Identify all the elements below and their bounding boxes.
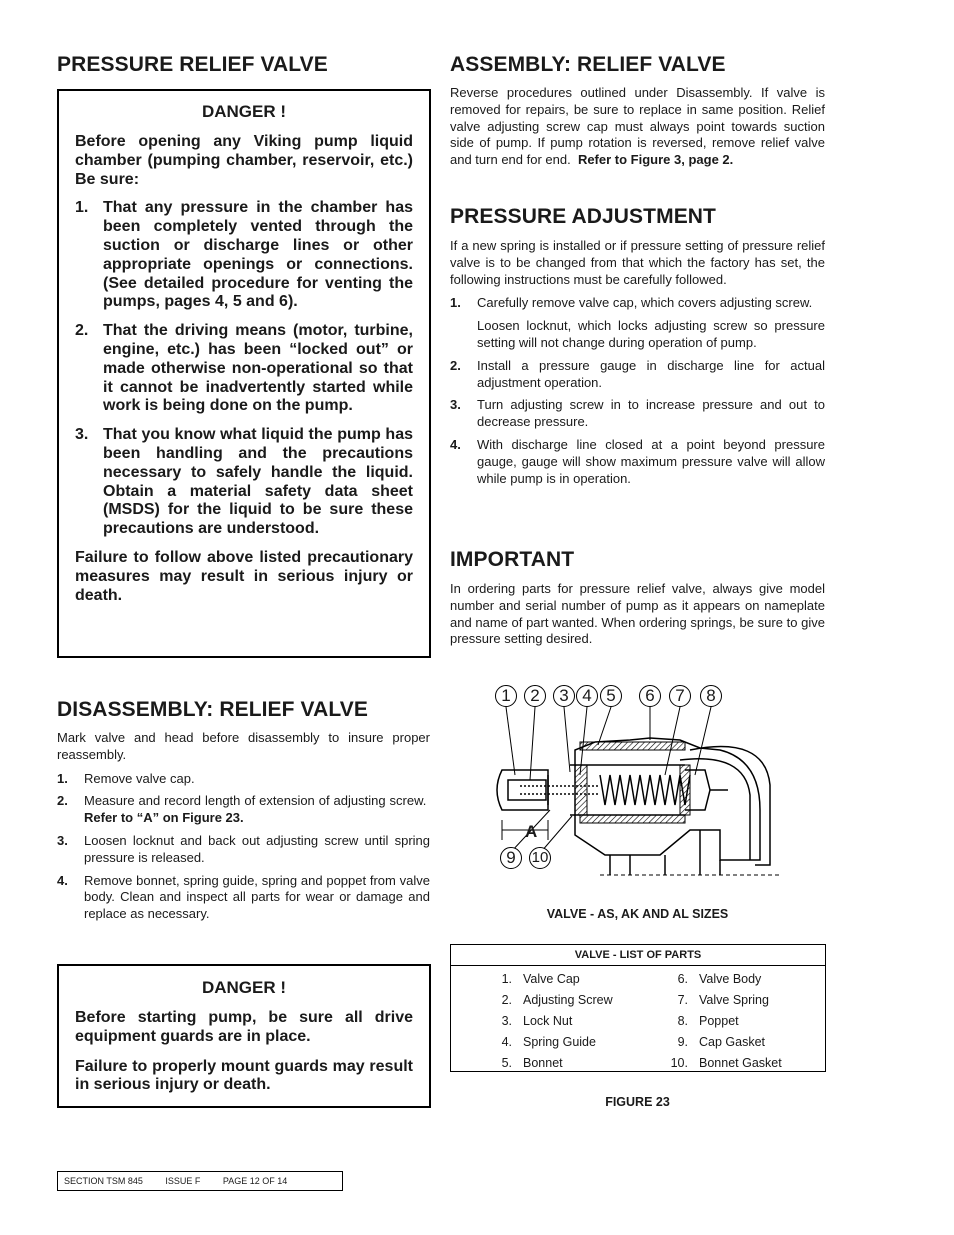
pressure-step <box>450 397 825 431</box>
part-name: Valve Body <box>699 971 762 986</box>
disassembly-steps <box>57 771 430 923</box>
step-number: 1. <box>450 295 461 311</box>
important-text: In ordering parts for pressure relief valve, always give model number and serial number of pump as it appears on nameplate and name of part wanted. When ordering springs, be sure to give pressure setting desired. <box>450 581 825 647</box>
danger-guards-closing: Failure to properly mount guards may result in serious injury or death. <box>75 1057 413 1094</box>
pressure-steps <box>450 295 825 487</box>
part-number: 3. <box>501 1013 512 1028</box>
step-text: Carefully remove valve cap, which covers adjusting screw. <box>477 295 813 311</box>
callout-10: 10 <box>529 847 551 869</box>
callout-3: 3 <box>553 685 575 707</box>
assembly-body: Reverse procedures outlined under Disassembly. If valve is removed for repairs, be sure to replace in same position. Relief valve adjusting screw cap must always point towards suction side of pump. If pump rotation is reversed, remove relief valve and turn end for end. <box>450 85 825 168</box>
disassembly-heading: DISASSEMBLY: RELIEF VALVE <box>57 698 368 721</box>
table-row <box>451 1052 825 1073</box>
part-number: 10. <box>670 1055 688 1070</box>
disassembly-intro: Mark valve and head before disassembly to insure proper reassembly. <box>57 730 430 762</box>
figure-label: FIGURE 23 <box>605 1095 670 1109</box>
page-footer <box>57 1171 343 1191</box>
danger-box-guards <box>57 964 431 1108</box>
assembly-text <box>450 85 825 169</box>
parts-table <box>451 968 825 1073</box>
danger-box-venting <box>57 89 431 658</box>
pressure-step <box>450 358 825 392</box>
part-number: 6. <box>677 971 688 986</box>
assembly-heading: ASSEMBLY: RELIEF VALVE <box>450 53 726 76</box>
step-text: Install a pressure gauge in discharge line for actual adjustment operation. <box>477 357 825 390</box>
part-number: 4. <box>501 1034 512 1049</box>
important-heading: IMPORTANT <box>450 548 575 571</box>
step-text: Remove valve cap. <box>84 770 195 786</box>
disassembly-step <box>57 833 430 867</box>
danger-list <box>75 199 413 539</box>
part-name: Poppet <box>699 1013 739 1028</box>
step-number: 3. <box>57 832 68 848</box>
part-name: Cap Gasket <box>699 1034 766 1049</box>
figure-caption: VALVE - AS, AK AND AL SIZES <box>546 907 729 921</box>
part-name: Valve Cap <box>523 971 580 986</box>
pressure-intro: If a new spring is installed or if pressure setting of pressure relief valve is to be changed from that which the factory has set, the following instructions must be carefully followed. <box>450 238 825 287</box>
step-number: 2. <box>57 793 68 809</box>
part-name: Valve Spring <box>699 992 769 1007</box>
disassembly-step <box>57 793 430 827</box>
step-number: 3. <box>450 397 461 413</box>
callout-2: 2 <box>524 685 546 707</box>
part-number: 9. <box>677 1034 688 1049</box>
dimension-a-label: A <box>525 822 538 841</box>
figure-reference: Refer to Figure 3, page 2. <box>577 152 734 168</box>
item-number: 2. <box>75 322 89 340</box>
pressure-adjustment-section <box>450 238 825 493</box>
step-text: Loosen locknut and back out adjusting screw until spring pressure is released. <box>84 832 430 865</box>
part-name: Bonnet <box>523 1055 563 1070</box>
step-text: Remove bonnet, spring guide, spring and poppet from valve body. Clean and inspect all parts for wear or damage and replace as necessary. <box>84 872 430 922</box>
parts-list-table <box>450 944 826 1072</box>
item-text: That any pressure in the chamber has been completely vented through the suction or discharge lines or other appropriate openings or connections. (See detailed procedure for venting the pumps, pages 4, 5 and 6). <box>103 199 413 311</box>
table-row <box>451 968 825 989</box>
part-number: 8. <box>677 1013 688 1028</box>
step-text: With discharge line closed at a point beyond pressure gauge, gauge will show maximum pressure valve will allow while pump is in operation. <box>477 436 825 486</box>
danger-title: DANGER ! <box>201 102 287 121</box>
callout-7: 7 <box>669 685 691 707</box>
step-text: Measure and record length of extension of adjusting screw. <box>84 793 427 809</box>
danger-intro: Before opening any Viking pump liquid chamber (pumping chamber, reservoir, etc.) Be sure: <box>75 133 413 188</box>
disassembly-section <box>57 730 430 929</box>
disassembly-step <box>57 771 430 788</box>
danger-title: DANGER ! <box>201 978 287 997</box>
pressure-step <box>450 295 825 351</box>
pressure-step <box>450 437 825 487</box>
figure-reference: Refer to “A” on Figure 23. <box>84 810 244 826</box>
step-number: 1. <box>57 770 68 786</box>
callout-8: 8 <box>700 685 722 707</box>
step-number: 4. <box>450 436 461 452</box>
parts-list-title: VALVE - LIST OF PARTS <box>451 945 825 966</box>
danger-list-item <box>75 199 413 312</box>
callout-6: 6 <box>639 685 661 707</box>
pressure-relief-valve-heading: PRESSURE RELIEF VALVE <box>57 53 328 76</box>
footer-section: SECTION TSM 845 <box>64 1176 143 1186</box>
callout-1: 1 <box>495 685 517 707</box>
danger-guards-text: Before starting pump, be sure all drive equipment guards are in place. <box>75 1009 413 1045</box>
callout-4: 4 <box>576 685 598 707</box>
table-row <box>451 1010 825 1031</box>
table-row <box>451 989 825 1010</box>
callout-9: 9 <box>500 847 522 869</box>
table-row <box>451 1031 825 1052</box>
part-number: 2. <box>501 992 512 1007</box>
danger-closing: Failure to follow above listed precautionary measures may result in serious injury or death. <box>75 548 413 604</box>
step-subtext: Loosen locknut, which locks adjusting screw so pressure setting will not change during operation of pump. <box>477 318 825 350</box>
footer-issue: ISSUE F <box>165 1176 201 1186</box>
part-number: 1. <box>501 971 512 986</box>
disassembly-step <box>57 873 430 923</box>
part-number: 5. <box>501 1055 512 1070</box>
part-name: Spring Guide <box>523 1034 596 1049</box>
part-number: 7. <box>677 992 688 1007</box>
step-number: 4. <box>57 872 68 888</box>
danger-list-item <box>75 426 413 539</box>
footer-page: PAGE 12 OF 14 <box>222 1176 288 1186</box>
item-number: 3. <box>75 426 89 444</box>
pressure-adjustment-heading: PRESSURE ADJUSTMENT <box>450 205 716 228</box>
part-name: Adjusting Screw <box>523 992 613 1007</box>
step-text: Turn adjusting screw in to increase pressure and out to decrease pressure. <box>477 397 825 430</box>
step-number: 2. <box>450 357 461 373</box>
danger-list-item <box>75 322 413 416</box>
part-name: Lock Nut <box>523 1013 573 1028</box>
item-text: That the driving means (motor, turbine, engine, etc.) has been “locked out” or made otherwise non-operational so that it cannot be inadvertently started while work is being done on the pump. <box>103 322 413 415</box>
part-name: Bonnet Gasket <box>699 1055 782 1070</box>
item-number: 1. <box>75 199 89 217</box>
item-text: That you know what liquid the pump has been handling and the precautions necessary to safely handle the liquid. Obtain a material safety data sheet (MSDS) for the liquid to be sure these precautions are understood. <box>103 426 413 538</box>
callout-5: 5 <box>600 685 622 707</box>
